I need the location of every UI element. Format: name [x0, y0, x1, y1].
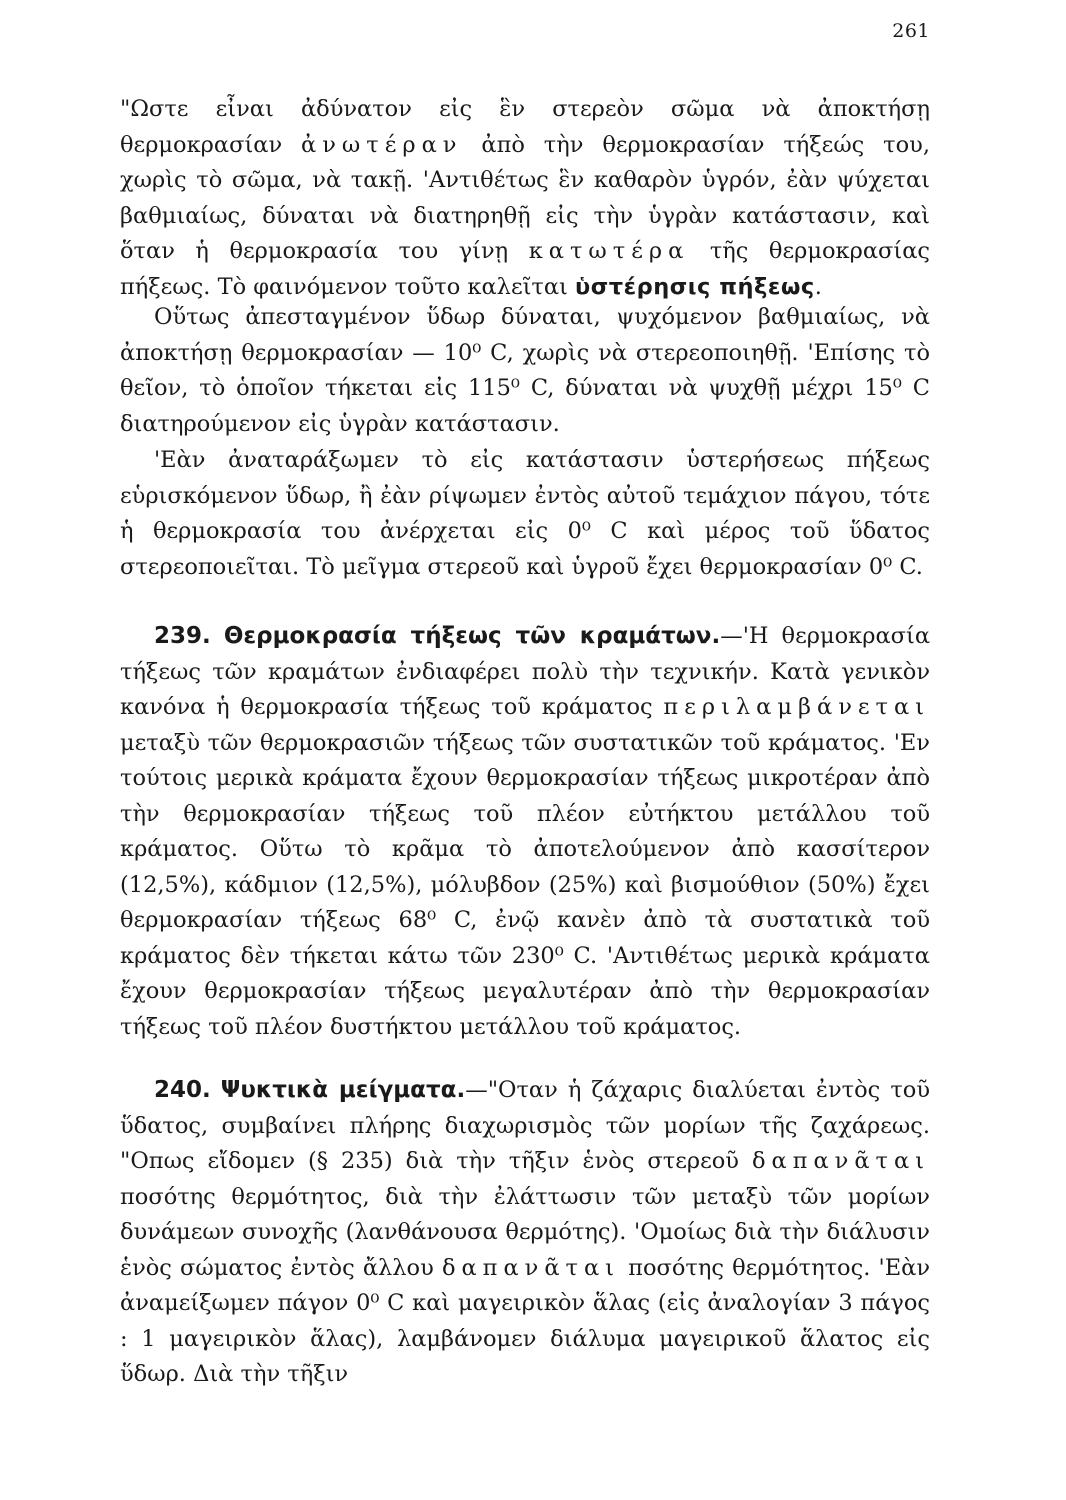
- paragraph-supercooling-intro: [120, 92, 930, 305]
- section-240: [120, 1073, 930, 1393]
- emphasized-word-consumed: δαπανᾶται: [441, 1254, 620, 1281]
- text-run: ποσότης θερμότητος, διὰ τὴν ἐλάττωσιν τῶν μεταξὺ τῶν μορίων δυνάμεων συνοχῆς (λανθάνουσα θερμότης). 'Ομοίως διὰ τὴν διάλυσιν ἑνὸς σώματος ἐντὸς ἄλλου: [120, 1183, 930, 1281]
- text-run: "Ωστε εἶναι ἀδύνατον εἰς ἓν στερεὸν σῶμα νὰ ἀποκτήσῃ θερμοκρασίαν: [120, 96, 930, 158]
- text-run: ποσότης θερμότητος. 'Εὰν ἀναμείξωμεν πάγον 0⁰ C καὶ μαγειρικὸν ἅλας (εἰς ἀναλογίαν 3 πάγος : 1 μαγειρικὸν ἅλας), λαμβάνομεν διάλυμα μαγειρικοῦ ἅλατος εἰς ὕδωρ. Διὰ τὴν τῆξιν: [120, 1254, 930, 1387]
- paragraph-text: 'Εὰν ἀναταράξωμεν τὸ εἰς κατάστασιν ὑστερήσεως πήξεως εὑρισκόμενον ὕδωρ, ἢ ἐὰν ρίψωμεν ἐντὸς αὐτοῦ τεμάχιον πάγου, τότε ἡ θερμοκρασία του ἀνέρχεται εἰς 0⁰ C καὶ μέρος τοῦ ὕδατος στερεοποιεῖται. Τὸ μεῖγμα στερεοῦ καὶ ὑγροῦ ἔχει θερμοκρασίαν 0⁰ C.: [120, 447, 930, 580]
- paragraph-text: Οὕτως ἀπεσταγμένον ὕδωρ δύναται, ψυχόμενον βαθμιαίως, νὰ ἀποκτήσῃ θερμοκρασίαν — 10⁰ C, χωρὶς νὰ στερεοποιηθῇ. 'Επίσης τὸ θεῖον, τὸ ὁποῖον τήκεται εἰς 115⁰ C, δύναται νὰ ψυχθῇ μέχρι 15⁰ C διατηρούμενον εἰς ὑγρὰν κατάστασιν.: [120, 304, 930, 437]
- text-run: μεταξὺ τῶν θερμοκρασιῶν τήξεως τῶν συστατικῶν τοῦ κράματος. 'Εν τούτοις μερικὰ κράματα ἔχουν θερμοκρασίαν τήξεως μικροτέραν ἀπὸ τὴν θερμοκρασίαν τήξεως τοῦ πλέον εὐτήκτου μετάλλου τοῦ κράματος. Οὕτω τὸ κρᾶμα τὸ ἀποτελούμενον ἀπὸ κασσίτερον (12,5%), κάδμιον (12,5%), μόλυβδον (25%) καὶ βισμούθιον (50%) ἔχει θερμοκρασίαν τήξεως 68⁰ C, ἐνῷ κανὲν ἀπὸ τὰ συστατικὰ τοῦ κράματος δὲν τήκεται κάτω τῶν 230⁰ C. 'Αντιθέτως μερικὰ κράματα ἔχουν θερμοκρασίαν τήξεως μεγαλυτέραν ἀπὸ τὴν θερμοκρασίαν τήξεως τοῦ πλέον δυστήκτου μετάλλου τοῦ κράματος.: [120, 729, 930, 1040]
- section-number: 240.: [154, 1077, 211, 1103]
- paragraph-text: [120, 619, 930, 1045]
- emphasized-word-consumed: δαπανᾶται: [751, 1148, 930, 1174]
- paragraph-text: [120, 92, 930, 305]
- paragraph-text: [120, 1073, 930, 1393]
- section-number: 239.: [154, 623, 211, 649]
- term-supercooling: ὑστέρησις πήξεως: [575, 273, 815, 300]
- section-title: Ψυκτικὰ μείγματα.: [220, 1077, 466, 1103]
- emphasized-word-included: περιλαμβάνεται: [663, 694, 930, 720]
- emphasized-word-higher: ἀνωτέραν: [301, 131, 463, 158]
- paragraph-agitation: [120, 443, 930, 585]
- section-239: [120, 619, 930, 1045]
- text-run: ἀπὸ τὴν θερμοκρασίαν τήξεώς του, χωρὶς τὸ σῶμα, νὰ τακῇ. 'Αντιθέτως ἓν καθαρὸν ὑγρόν, ἐὰν ψύχεται βαθμιαίως, δύναται νὰ διατηρηθῇ εἰς τὴν ὑγρὰν κατάστασιν, καὶ ὅταν ἡ θερμοκρασία του γίνῃ: [120, 131, 931, 264]
- emphasized-word-lower: κατωτέρα: [528, 238, 690, 264]
- page-number: 261: [892, 20, 930, 42]
- paragraph-distilled-water: [120, 300, 930, 442]
- text-run: —"Οταν ἡ ζάχαρις διαλύεται ἐντὸς τοῦ ὕδατος, συμβαίνει πλήρης διαχωρισμὸς τῶν μορίων τῆς ζαχάρεως. "Οπως εἴδομεν (§ 235) διὰ τὴν τῆξιν ἑνὸς στερεοῦ: [120, 1077, 930, 1174]
- text-run: .: [814, 273, 822, 300]
- text-run: τῆς θερμοκρασίας πήξεως. Τὸ φαινόμενον τοῦτο καλεῖται: [120, 238, 930, 300]
- section-title: Θερμοκρασία τήξεως τῶν κραμάτων.: [223, 623, 721, 649]
- text-run: —'Η θερμοκρασία τήξεως τῶν κραμάτων ἐνδιαφέρει πολὺ τὴν τεχνικήν. Κατὰ γενικὸν κανόνα ἡ θερμοκρασία τήξεως τοῦ κράματος: [120, 623, 931, 720]
